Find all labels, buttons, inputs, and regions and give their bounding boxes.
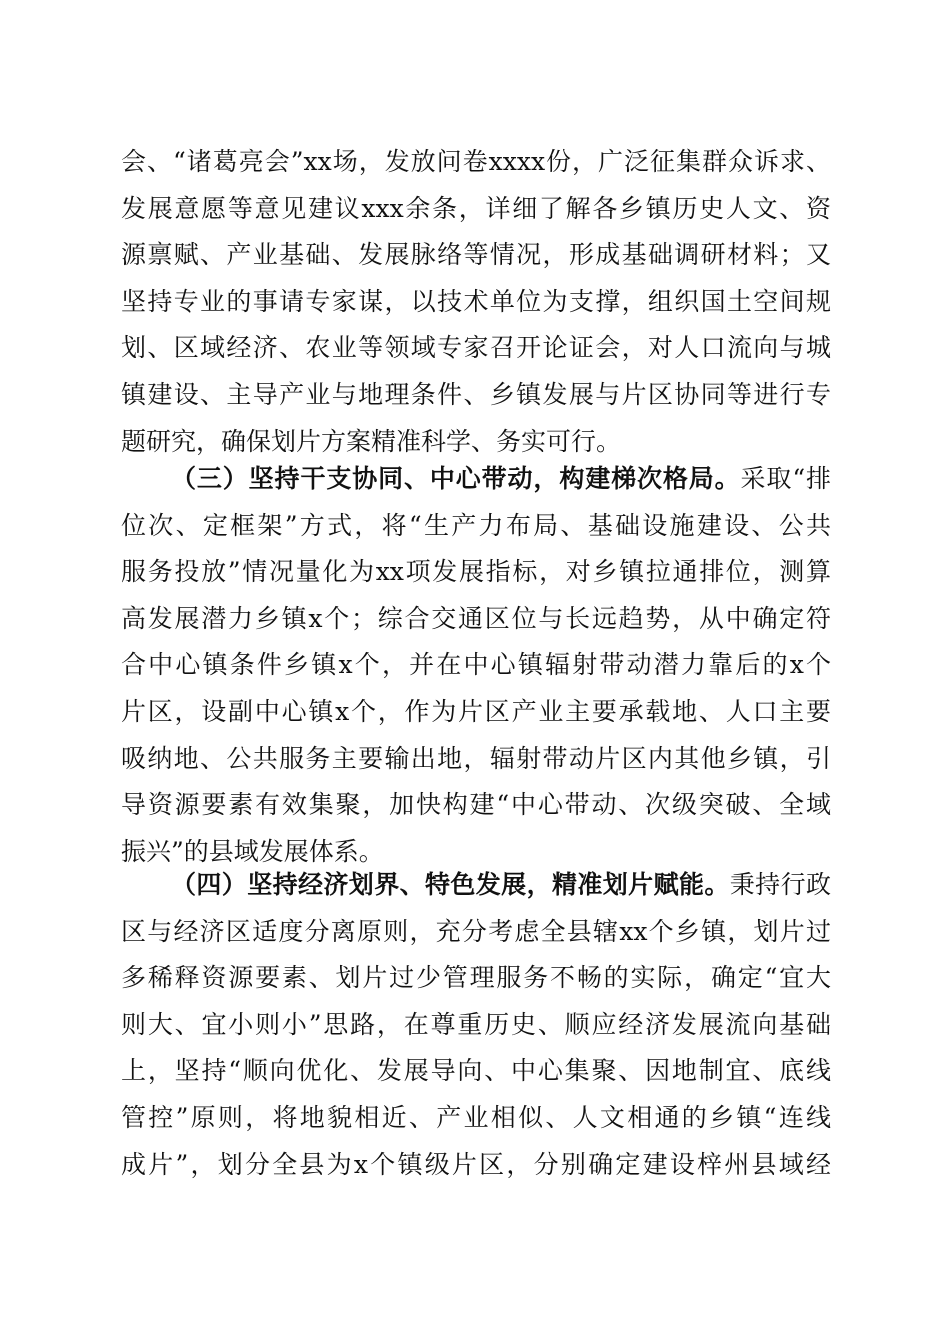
- text-line: 会、“诸葛亮会”xx场，发放问卷xxxx份，广泛征集群众诉求、: [121, 147, 831, 176]
- text-line: 则大、宜小则小”思路，在尊重历史、顺应经济发展流向基础: [121, 1009, 831, 1039]
- text-line: 区与经济区适度分离原则，充分考虑全县辖xx个乡镇，划片过: [121, 916, 831, 946]
- text-line: 坚持专业的事请专家谋，以技术单位为支撑，组织国土空间规: [121, 286, 831, 316]
- text-line: 导资源要素有效集聚，加快构建“中心带动、次级突破、全域: [121, 790, 831, 820]
- text-line: 发展意愿等意见建议xxx余条，详细了解各乡镇历史人文、资: [121, 193, 831, 223]
- text-line: 源禀赋、产业基础、发展脉络等情况，形成基础调研材料；又: [121, 240, 831, 270]
- text-line: 多稀释资源要素、划片过少管理服务不畅的实际，确定“宜大: [121, 963, 831, 993]
- text-line: 高发展潜力乡镇x个；综合交通区位与长远趋势，从中确定符: [121, 603, 831, 633]
- text-line: 管控”原则，将地貌相近、产业相似、人文相通的乡镇“连线: [121, 1102, 831, 1132]
- text-line-first: [121, 862, 831, 909]
- text-line: 服务投放”情况量化为xx项发展指标，对乡镇拉通排位，测算: [121, 557, 831, 587]
- text-line: 题研究，确保划片方案精准科学、务实可行。: [121, 426, 622, 456]
- text-line: 片区，设副中心镇x个，作为片区产业主要承载地、人口主要: [121, 696, 831, 726]
- text-run: 秉持行政: [729, 870, 831, 899]
- text-line: 振兴”的县域发展体系。: [121, 836, 384, 866]
- text-line: 吸纳地、公共服务主要输出地，辐射带动片区内其他乡镇，引: [121, 743, 831, 773]
- text-line-first: [121, 456, 831, 503]
- text-line: 成片”，划分全县为x个镇级片区，分别确定建设梓州县域经: [121, 1149, 831, 1179]
- paragraph-research: [121, 139, 831, 465]
- paragraph-section-four: [121, 862, 831, 1188]
- text-run: 采取“排: [740, 464, 831, 493]
- paragraph-section-three: [121, 456, 831, 875]
- text-line: 镇建设、主导产业与地理条件、乡镇发展与片区协同等进行专: [121, 379, 831, 409]
- text-line: 合中心镇条件乡镇x个，并在中心镇辐射带动潜力靠后的x个: [121, 650, 831, 680]
- section-heading: （三）坚持干支协同、中心带动，构建梯次格局。: [171, 464, 741, 493]
- text-line: 位次、定框架”方式，将“生产力布局、基础设施建设、公共: [121, 510, 831, 540]
- section-heading: （四）坚持经济划界、特色发展，精准划片赋能。: [171, 870, 730, 899]
- text-line: 划、区域经济、农业等领域专家召开论证会，对人口流向与城: [121, 333, 831, 363]
- text-line: 上，坚持“顺向优化、发展导向、中心集聚、因地制宜、底线: [121, 1056, 831, 1086]
